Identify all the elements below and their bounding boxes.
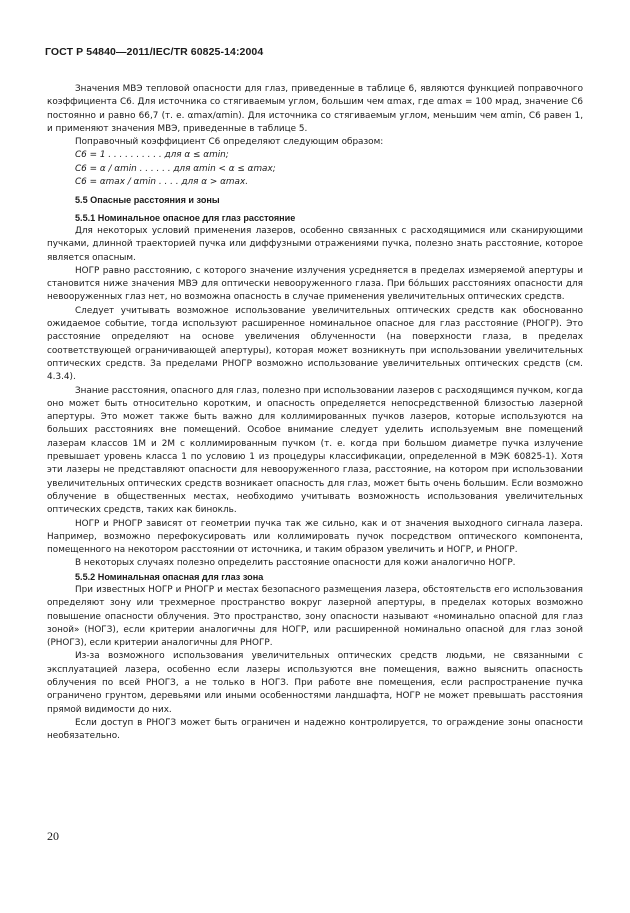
formula-line: C6 = 1 . . . . . . . . . . для α ≤ αmin; xyxy=(75,150,229,161)
formula-line: C6 = α / αmin . . . . . . для αmin < α ≤ αmax; xyxy=(75,163,276,174)
paragraph: Следует учитывать возможное использование увеличительных оптических средств как обоснованно ожидаемое событие, тогда используют расширенное номинальное опасное для глаз расстояние (РНОГР). Это расстояние определяют на основе увеличения облученности (на поверхности глаза, в пределах соответствующей ограничивающей апертуры), которая может возникнуть при использовании увеличительных оптических средств. За пределами РНОГР возможно использование увеличительных оптических средств (см. 4.3.4). xyxy=(47,305,583,383)
paragraph: НОГР равно расстоянию, с которого значение излучения усредняется в пределах измеряемой апертуры и становится ниже значения МВЭ для оптически невооруженного глаза. При бóльших расстояниях опасности для невооруженных глаз нет, но возможна опасность в случае применения увеличительных оптических средств. xyxy=(47,265,583,303)
paragraph: Значения МВЭ тепловой опасности для глаз, приведенные в таблице 6, являются функцией поправочного коэффициента C6. Для источника со стягиваемым углом, большим чем αmax, где αmax = 100 мрад, значение C6 постоянно и равно 66,7 (т. е. αmax/αmin). Для источника со стягиваемым углом, меньшим чем αmin, C6 равен 1, и применяют значения МВЭ, приведенные в таблице 5. xyxy=(47,84,583,134)
paragraph: Из-за возможного использования увеличительных оптических средств людьми, не связанными с эксплуатацией лазера, особенно если лазеры используются вне помещения, важно выяснить опасность облучения по всей РНОГЗ, а не только в НОГЗ. При работе вне помещения, если распространение пучка ограничено грунтом, деревьями или иными особенностями ландшафта, НОГР не может превышать расстояния прямой видимости до них. xyxy=(47,651,583,715)
paragraph: Поправочный коэффициент C6 определяют следующим образом: xyxy=(75,137,384,148)
paragraph: Знание расстояния, опасного для глаз, полезно при использовании лазеров с расходящимся пучком, когда оно может быть относительно коротким, и опасность определяется непосредственной близостью лазерной апертуры. Это может также быть важно для коллимированных пучков лазеров, которые используются на больших расстояниях вне помещений. Особое внимание следует уделить используемым вне помещений лазерам классов 1М и 2М с коллимированным пучком (т. е. когда при большом диаметре пучка излучение превышает уровень класса 1 по условию 1 из процедуры классификации, определенной в МЭК 60825-1). Хотя эти лазеры не представляют опасности для невооруженного глаза, расстояние, на котором при использовании увеличительных оптических средств возникает опасность для глаз, может быть очень большим. Если возможно облучение в общественных местах, необходимо учитывать возможность использования увеличительных оптических средств, таких как бинокль. xyxy=(47,385,583,516)
formula-line: C6 = αmax / αmin . . . . для α > αmax. xyxy=(75,177,249,188)
paragraph: При известных НОГР и РНОГР и местах безопасного размещения лазера, обстоятельств его использования определяют зону или трехмерное пространство вокруг лазерной апертуры, в пределах которых возможно повышение опасности облучения. Это пространство, зону опасности называют «номинально опасной для глаз зоной» (НОГЗ), если критерии аналогичны для НОГР, или расширенной номинально опасной для глаз зоной (РНОГЗ), если критерии аналогичны для РНОГР. xyxy=(47,584,583,649)
paragraph: Для некоторых условий применения лазеров, особенно связанных с расходящимися или сканирующими пучками, длинной траекторией пучка или диффузными отражениями пучка, полезно знать расстояние, которое является опасным. xyxy=(47,225,583,263)
paragraph: Если доступ в РНОГЗ может быть ограничен и надежно контролируется, то ограждение зоны опасности необязательно. xyxy=(47,717,583,742)
page-number: 20 xyxy=(47,829,59,843)
document-body xyxy=(47,83,583,744)
subsection-heading: 5.5.1 Номинальное опасное для глаз расстояние xyxy=(75,212,296,223)
standard-header: ГОСТ Р 54840—2011/IEC/TR 60825-14:2004 xyxy=(45,46,264,58)
paragraph: НОГР и РНОГР зависят от геометрии пучка так же сильно, как и от значения выходного сигнала лазера. Например, возможно перефокусировать или коллимировать пучок посредством оптического компонента, помещенного на некотором расстоянии от источника, и таким образом увеличить и НОГР, и РНОГР. xyxy=(47,518,583,556)
paragraph: В некоторых случаях полезно определить расстояние опасности для кожи аналогично НОГР. xyxy=(75,558,516,569)
subsection-heading: 5.5.2 Номинальная опасная для глаз зона xyxy=(75,571,264,582)
section-heading: 5.5 Опасные расстояния и зоны xyxy=(75,195,220,206)
